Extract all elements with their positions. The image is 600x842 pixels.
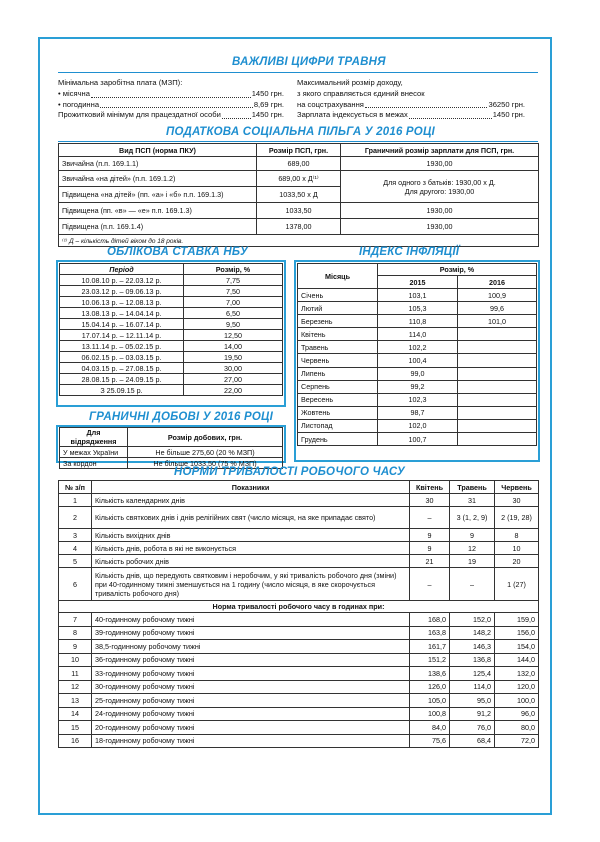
work-time-title: НОРМИ ТРИВАЛОСТІ РОБОЧОГО ЧАСУ — [174, 466, 405, 478]
wt-june: 2 (19, 28) — [495, 507, 539, 529]
nbu-period: 15.04.14 р. – 16.07.14 р. — [60, 319, 184, 330]
wt-june: 100,0 — [495, 694, 539, 708]
wt-num: 3 — [59, 529, 92, 542]
leader-dots — [100, 107, 253, 108]
inflation-2016 — [458, 328, 537, 341]
table-row — [59, 721, 539, 735]
wt-april: 75,6 — [410, 734, 450, 748]
monthly-line — [58, 89, 284, 100]
tax-amount: 689,00 x Д⁽¹⁾ — [257, 171, 341, 187]
inflation-month: Листопад — [298, 419, 378, 432]
table-row — [59, 626, 539, 640]
table-row — [59, 529, 539, 542]
wt-april: 30 — [410, 494, 450, 507]
table-row — [60, 352, 283, 363]
inflation-month: Жовтень — [298, 406, 378, 419]
nbu-rate: 7,00 — [184, 297, 283, 308]
max-income-line1: Максимальний розмір доходу, — [297, 78, 403, 87]
wt-april: 84,0 — [410, 721, 450, 735]
table-row — [59, 157, 539, 171]
indexation-value: 1450 грн. — [492, 110, 525, 120]
table-row — [59, 667, 539, 681]
wt-indicator: 25-годинному робочому тижні — [92, 694, 410, 708]
table-row — [59, 640, 539, 654]
table-row — [59, 171, 539, 187]
table-row — [298, 406, 537, 419]
tax-relief-table — [58, 143, 539, 247]
tax-limit: 1930,00 — [341, 203, 539, 219]
wt-may: 91,2 — [450, 707, 495, 721]
nbu-period: 13.08.13 р. – 14.04.14 р. — [60, 308, 184, 319]
wt-june: 159,0 — [495, 613, 539, 627]
daily-header-trip: Для відрядження — [60, 428, 128, 447]
table-row — [60, 330, 283, 341]
min-wage-label: Мінімальна заробітна плата (МЗП): — [58, 78, 183, 87]
nbu-period: 10.06.13 р. – 12.08.13 р. — [60, 297, 184, 308]
wt-num: 10 — [59, 653, 92, 667]
max-income-line2: з якого справляється єдиний внесок — [297, 88, 425, 98]
table-row — [60, 297, 283, 308]
table-row — [59, 707, 539, 721]
daily-limits-title: ГРАНИЧНІ ДОБОВІ У 2016 РОЦІ — [89, 411, 273, 423]
wt-may: 136,8 — [450, 653, 495, 667]
wt-may: 125,4 — [450, 667, 495, 681]
inflation-2015: 102,0 — [378, 419, 458, 432]
wt-may: 95,0 — [450, 694, 495, 708]
inflation-2015: 102,2 — [378, 341, 458, 354]
inflation-2015: 114,0 — [378, 328, 458, 341]
table-row — [59, 568, 539, 601]
nbu-rate: 6,50 — [184, 308, 283, 319]
wt-june: 144,0 — [495, 653, 539, 667]
max-income-line — [297, 100, 525, 111]
tax-header-amount: Розмір ПСП, грн. — [257, 144, 341, 157]
inflation-header-size: Розмір, % — [378, 264, 537, 276]
inflation-header-2015: 2015 — [378, 276, 458, 289]
wt-header-indicator: Показники — [92, 481, 410, 494]
table-row — [60, 374, 283, 385]
table-row — [59, 219, 539, 235]
tax-type: Підвищена (пп. «в» — «е» п.п. 169.1.3) — [59, 203, 257, 219]
inflation-2016 — [458, 367, 537, 380]
daily-size: Не більше 1033,50 (75 % МЗП) — [128, 458, 283, 469]
wt-num: 15 — [59, 721, 92, 735]
wt-may: 68,4 — [450, 734, 495, 748]
inflation-rows — [298, 289, 537, 446]
table-row — [298, 315, 537, 328]
inflation-2016 — [458, 433, 537, 446]
wt-indicator: Кількість святкових днів і днів релігійних свят (число місяця, на яке припадає свято) — [92, 507, 410, 529]
inflation-month: Червень — [298, 354, 378, 367]
wt-num: 16 — [59, 734, 92, 748]
tax-amount: 689,00 — [257, 157, 341, 171]
leader-dots — [365, 107, 488, 108]
nbu-period: З 25.09.15 р. — [60, 385, 184, 396]
table-row — [59, 555, 539, 568]
nbu-header-period: Період — [60, 264, 184, 275]
nbu-rate: 30,00 — [184, 363, 283, 374]
tax-amount: 1033,50 — [257, 203, 341, 219]
inflation-month: Серпень — [298, 380, 378, 393]
wt-april: 163,8 — [410, 626, 450, 640]
tax-limit-line2: Для другого: 1930,00 — [404, 186, 475, 196]
wt-june: 72,0 — [495, 734, 539, 748]
table-row — [298, 367, 537, 380]
wt-indicator: 40-годинному робочому тижні — [92, 613, 410, 627]
table-row — [59, 680, 539, 694]
wt-indicator: Кількість вихідних днів — [92, 529, 410, 542]
inflation-2016: 99,6 — [458, 302, 537, 315]
wt-april: 9 — [410, 542, 450, 555]
wt-may: 12 — [450, 542, 495, 555]
wt-april: 168,0 — [410, 613, 450, 627]
tax-limit-line1: Для одного з батьків: 1930,00 x Д. — [383, 177, 496, 187]
table-row — [298, 328, 537, 341]
wt-may: 152,0 — [450, 613, 495, 627]
inflation-month: Березень — [298, 315, 378, 328]
daily-size: Не більше 275,60 (20 % МЗП) — [128, 447, 283, 458]
wt-header-num: № з/п — [59, 481, 92, 494]
wt-indicator: 18-годинному робочому тижні — [92, 734, 410, 748]
inflation-2015: 102,3 — [378, 393, 458, 406]
inflation-2016 — [458, 354, 537, 367]
wt-april: 9 — [410, 529, 450, 542]
wt-april: 126,0 — [410, 680, 450, 694]
inflation-2016 — [458, 380, 537, 393]
inflation-2016: 100,9 — [458, 289, 537, 302]
nbu-period: 06.02.15 р. – 03.03.15 р. — [60, 352, 184, 363]
inflation-2016 — [458, 406, 537, 419]
nbu-period: 10.08.10 р. – 22.03.12 р. — [60, 275, 184, 286]
nbu-rate: 7,75 — [184, 275, 283, 286]
nbu-rate: 9,50 — [184, 319, 283, 330]
daily-trip: У межах України — [60, 447, 128, 458]
table-row — [59, 203, 539, 219]
table-row — [60, 275, 283, 286]
wt-num: 5 — [59, 555, 92, 568]
wt-april: 161,7 — [410, 640, 450, 654]
table-row — [298, 393, 537, 406]
tax-relief-title: ПОДАТКОВА СОЦІАЛЬНА ПІЛЬГА У 2016 РОЦІ — [166, 126, 435, 138]
wt-may: 148,2 — [450, 626, 495, 640]
key-figures-title: ВАЖЛИВІ ЦИФРИ ТРАВНЯ — [232, 56, 386, 68]
wt-may: – — [450, 568, 495, 601]
inflation-2015: 100,4 — [378, 354, 458, 367]
table-row — [298, 380, 537, 393]
leader-dots — [91, 97, 251, 98]
nbu-rate-rows — [60, 275, 283, 396]
nbu-rate: 12,50 — [184, 330, 283, 341]
wt-april: – — [410, 507, 450, 529]
table-row — [60, 286, 283, 297]
table-row — [60, 319, 283, 330]
inflation-table — [297, 263, 537, 446]
nbu-rate: 19,50 — [184, 352, 283, 363]
tax-relief-rule — [58, 141, 538, 142]
tax-type: Звичайна «на дітей» (п.п. 169.1.2) — [59, 171, 257, 187]
hourly-line — [58, 100, 284, 111]
wt-subheader: Норма тривалості робочого часу в годинах при: — [59, 601, 539, 613]
wt-indicator: 33-годинному робочому тижні — [92, 667, 410, 681]
tax-type: Підвищена (п.п. 169.1.4) — [59, 219, 257, 235]
wt-june: 1 (27) — [495, 568, 539, 601]
wt-header-june: Червень — [495, 481, 539, 494]
work-time-rows — [59, 494, 539, 601]
subsistence-line — [58, 110, 284, 121]
inflation-2015: 105,3 — [378, 302, 458, 315]
tax-limit: 1930,00 — [341, 219, 539, 235]
wt-may: 31 — [450, 494, 495, 507]
table-row — [60, 385, 283, 396]
wt-may: 9 — [450, 529, 495, 542]
wt-num: 12 — [59, 680, 92, 694]
wt-may: 146,3 — [450, 640, 495, 654]
wt-june: 20 — [495, 555, 539, 568]
wt-indicator: 24-годинному робочому тижні — [92, 707, 410, 721]
wt-indicator: 39-годинному робочому тижні — [92, 626, 410, 640]
work-time-hour-rows — [59, 613, 539, 748]
daily-header-size: Розмір добових, грн. — [128, 428, 283, 447]
wt-june: 96,0 — [495, 707, 539, 721]
tax-type: Підвищена «на дітей» (пп. «а» і «б» п.п. 169.1.3) — [59, 187, 257, 203]
inflation-2016 — [458, 341, 537, 354]
inflation-2015: 99,2 — [378, 380, 458, 393]
wt-indicator: 36-годинному робочому тижні — [92, 653, 410, 667]
nbu-period: 17.07.14 р. – 12.11.14 р. — [60, 330, 184, 341]
wt-june: 154,0 — [495, 640, 539, 654]
key-figures-right — [297, 78, 525, 121]
inflation-month: Квітень — [298, 328, 378, 341]
inflation-2015: 103,1 — [378, 289, 458, 302]
wt-june: 156,0 — [495, 626, 539, 640]
nbu-period: 28.08.15 р. – 24.09.15 р. — [60, 374, 184, 385]
table-row — [59, 694, 539, 708]
nbu-rate-table — [59, 263, 283, 396]
inflation-2016: 101,0 — [458, 315, 537, 328]
wt-num: 11 — [59, 667, 92, 681]
wt-indicator: Кількість календарних днів — [92, 494, 410, 507]
table-row — [298, 289, 537, 302]
wt-num: 13 — [59, 694, 92, 708]
table-row — [59, 613, 539, 627]
inflation-2015: 98,7 — [378, 406, 458, 419]
key-figures-left — [58, 78, 284, 121]
inflation-month: Січень — [298, 289, 378, 302]
inflation-title: ІНДЕКС ІНФЛЯЦІЇ — [359, 246, 460, 258]
wt-num: 6 — [59, 568, 92, 601]
wt-num: 7 — [59, 613, 92, 627]
wt-indicator: 20-годинному робочому тижні — [92, 721, 410, 735]
wt-num: 4 — [59, 542, 92, 555]
table-row — [298, 419, 537, 432]
daily-limits-table — [59, 427, 283, 469]
table-row — [59, 653, 539, 667]
wt-may: 19 — [450, 555, 495, 568]
work-time-table — [58, 480, 539, 748]
inflation-2015: 100,7 — [378, 433, 458, 446]
wt-june: 30 — [495, 494, 539, 507]
subsistence-value: 1450 грн. — [251, 110, 284, 120]
tax-header-limit: Граничний розмір зарплати для ПСП, грн. — [341, 144, 539, 157]
wt-may: 76,0 — [450, 721, 495, 735]
wt-may: 114,0 — [450, 680, 495, 694]
table-row — [59, 235, 539, 247]
wt-april: 105,0 — [410, 694, 450, 708]
wt-header-april: Квітень — [410, 481, 450, 494]
nbu-rate-title: ОБЛІКОВА СТАВКА НБУ — [107, 246, 248, 258]
nbu-header-size: Розмір, % — [184, 264, 283, 275]
monthly-value: 1450 грн. — [251, 88, 284, 98]
inflation-month: Вересень — [298, 393, 378, 406]
table-row — [60, 341, 283, 352]
inflation-2016 — [458, 393, 537, 406]
table-row — [298, 354, 537, 367]
table-row — [298, 302, 537, 315]
wt-june: 10 — [495, 542, 539, 555]
monthly-label: • місячна — [58, 88, 90, 98]
wt-june: 8 — [495, 529, 539, 542]
table-row — [60, 308, 283, 319]
inflation-month: Лютий — [298, 302, 378, 315]
hourly-label: • погодинна — [58, 99, 100, 109]
indexation-label: Зарплата індексується в межах — [297, 110, 408, 120]
wt-indicator: 38,5-годинному робочому тижні — [92, 640, 410, 654]
wt-indicator: Кількість днів, що передують святковим і неробочим, у які тривалість робочого дня (зміни) при 40-годинному тижні зменшується на 1 годину (число місяця, в яке скорочується тривалість робочого дня) — [92, 568, 410, 601]
inflation-2015: 110,8 — [378, 315, 458, 328]
tax-footnote: ⁽¹⁾ Д – кількість дітей віком до 18 років. — [59, 235, 539, 247]
table-row — [60, 363, 283, 374]
nbu-period: 23.03.12 р. – 09.06.13 р. — [60, 286, 184, 297]
wt-num: 9 — [59, 640, 92, 654]
inflation-month: Грудень — [298, 433, 378, 446]
inflation-2015: 99,0 — [378, 367, 458, 380]
key-figures-rule — [58, 72, 538, 73]
nbu-rate: 14,00 — [184, 341, 283, 352]
wt-indicator: 30-годинному робочому тижні — [92, 680, 410, 694]
wt-april: 21 — [410, 555, 450, 568]
max-income-line3: на соцстрахування — [297, 99, 364, 109]
wt-june: 80,0 — [495, 721, 539, 735]
table-row — [59, 734, 539, 748]
table-row — [60, 447, 283, 458]
table-row — [59, 507, 539, 529]
daily-trip: За кордон — [60, 458, 128, 469]
wt-june: 132,0 — [495, 667, 539, 681]
wt-num: 1 — [59, 494, 92, 507]
wt-header-may: Травень — [450, 481, 495, 494]
tax-amount: 1033,50 x Д — [257, 187, 341, 203]
inflation-2016 — [458, 419, 537, 432]
nbu-period: 13.11.14 р. – 05.02.15 р. — [60, 341, 184, 352]
tax-limit: 1930,00 — [341, 157, 539, 171]
hourly-value: 8,69 грн. — [253, 99, 284, 109]
wt-indicator: Кількість днів, робота в які не виконується — [92, 542, 410, 555]
table-row — [59, 542, 539, 555]
inflation-header-2016: 2016 — [458, 276, 537, 289]
nbu-rate: 27,00 — [184, 374, 283, 385]
max-income-value: 36250 грн. — [488, 99, 525, 109]
tax-limit-children — [341, 171, 539, 203]
leader-dots — [409, 118, 492, 119]
leader-dots — [222, 118, 251, 119]
table-row — [298, 341, 537, 354]
wt-april: 151,2 — [410, 653, 450, 667]
wt-june: 120,0 — [495, 680, 539, 694]
nbu-rate: 22,00 — [184, 385, 283, 396]
wt-indicator: Кількість робочих днів — [92, 555, 410, 568]
inflation-month: Липень — [298, 367, 378, 380]
wt-num: 14 — [59, 707, 92, 721]
subsistence-label: Прожитковий мінімум для працездатної особи — [58, 110, 221, 120]
tax-header-type: Вид ПСП (норма ПКУ) — [59, 144, 257, 157]
nbu-period: 04.03.15 р. – 27.08.15 р. — [60, 363, 184, 374]
indexation-line — [297, 110, 525, 121]
nbu-rate: 7,50 — [184, 286, 283, 297]
tax-amount: 1378,00 — [257, 219, 341, 235]
table-row — [59, 494, 539, 507]
wt-april: 100,8 — [410, 707, 450, 721]
table-row — [298, 433, 537, 446]
wt-april: – — [410, 568, 450, 601]
inflation-header-month: Місяць — [298, 264, 378, 289]
wt-april: 138,6 — [410, 667, 450, 681]
wt-num: 2 — [59, 507, 92, 529]
inflation-month: Травень — [298, 341, 378, 354]
wt-num: 8 — [59, 626, 92, 640]
tax-type: Звичайна (п.п. 169.1.1) — [59, 157, 257, 171]
wt-may: 3 (1, 2, 9) — [450, 507, 495, 529]
